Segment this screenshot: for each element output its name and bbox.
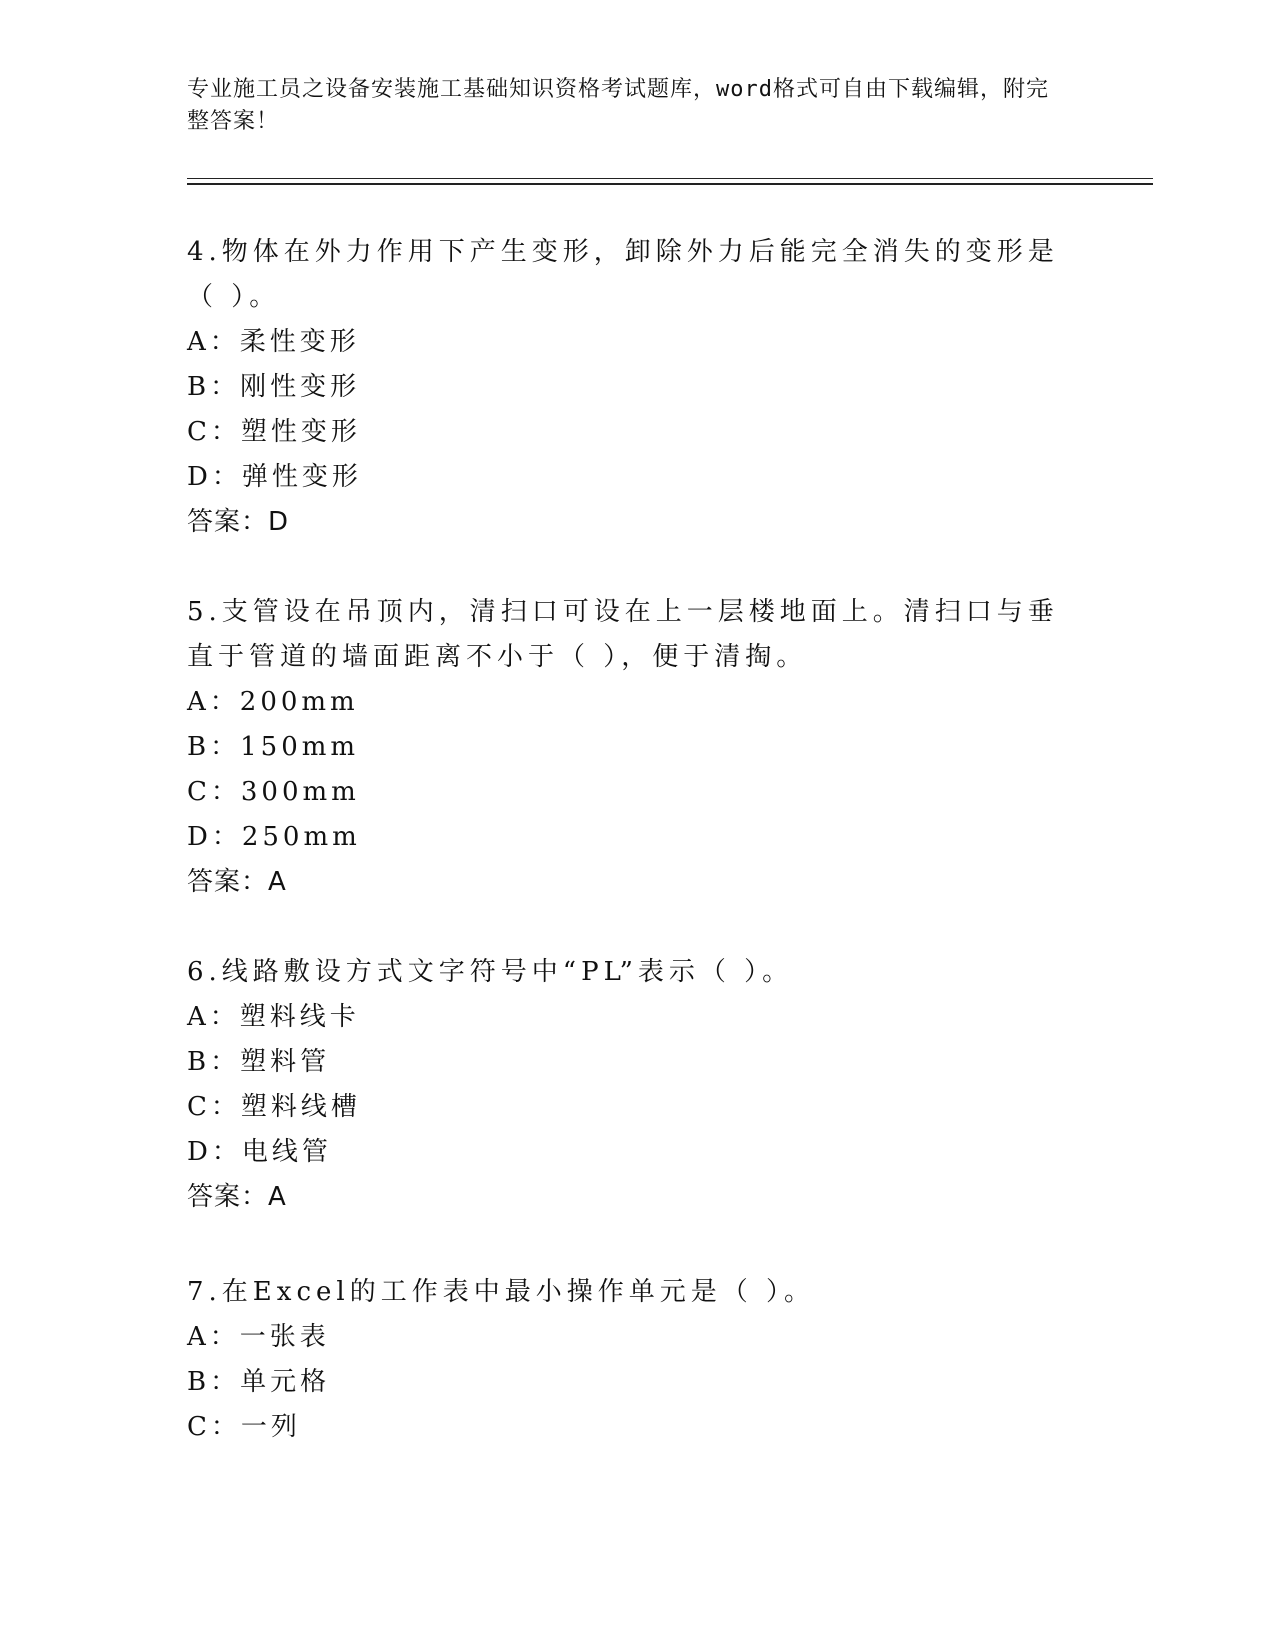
answer: 答案：A <box>187 867 287 897</box>
question-stem: 5.支管设在吊顶内，清扫口可设在上一层楼地面上。清扫口与垂直于管道的墙面距离不小于（ ），便于清掏。 <box>187 597 1059 672</box>
option-b: B：单元格 <box>187 1367 331 1397</box>
option-c: C：一列 <box>187 1412 301 1442</box>
question-6 <box>187 950 1067 1220</box>
option-b: B：刚性变形 <box>187 372 361 402</box>
option-b: B：塑料管 <box>187 1047 331 1077</box>
answer: 答案：A <box>187 1182 287 1212</box>
question-stem: 7.在Excel的工作表中最小操作单元是（ ）。 <box>187 1277 815 1307</box>
header-divider-bottom <box>187 183 1153 185</box>
answer: 答案：D <box>187 507 290 537</box>
question-stem: 4.物体在外力作用下产生变形，卸除外力后能完全消失的变形是（ ）。 <box>187 237 1059 312</box>
document-header: 专业施工员之设备安装施工基础知识资格考试题库，word格式可自由下载编辑，附完整答案！ <box>187 77 1049 134</box>
option-a: A：一张表 <box>187 1322 330 1352</box>
header-divider-top <box>187 178 1153 179</box>
option-d: D：250mm <box>187 822 361 852</box>
option-a: A：塑料线卡 <box>187 1002 360 1032</box>
option-c: C：300mm <box>187 777 360 807</box>
question-7 <box>187 1270 1067 1450</box>
question-stem: 6.线路敷设方式文字符号中“PL”表示（ ）。 <box>187 957 794 987</box>
question-4 <box>187 230 1067 545</box>
option-c: C：塑料线槽 <box>187 1092 361 1122</box>
option-c: C：塑性变形 <box>187 417 361 447</box>
option-a: A：柔性变形 <box>187 327 360 357</box>
question-5 <box>187 590 1067 905</box>
option-a: A：200mm <box>187 687 359 717</box>
option-b: B：150mm <box>187 732 360 762</box>
option-d: D：电线管 <box>187 1137 332 1167</box>
option-d: D：弹性变形 <box>187 462 362 492</box>
